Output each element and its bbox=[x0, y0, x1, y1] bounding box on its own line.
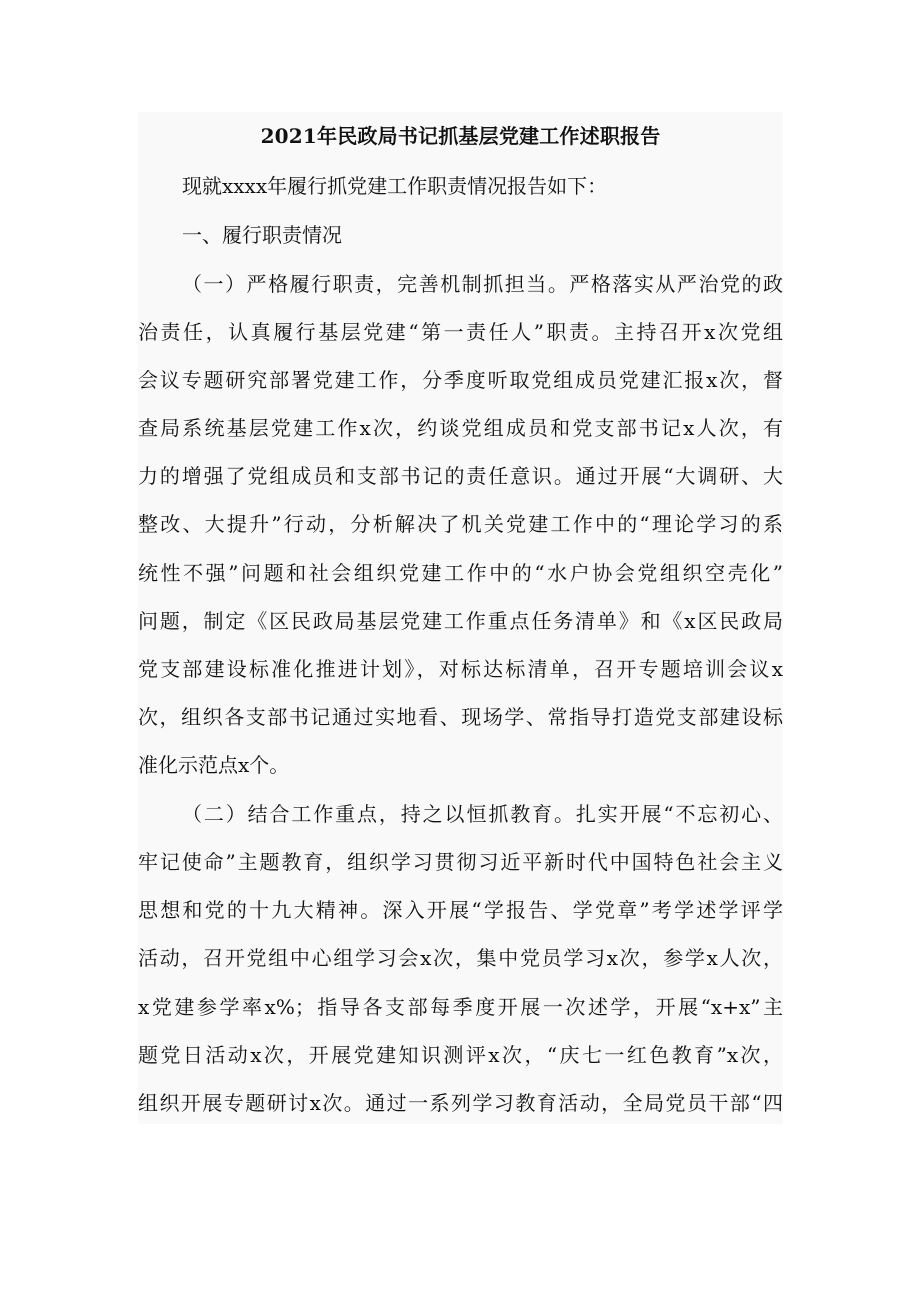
paragraph-1-line: 力的增强了党组成员和支部书记的责任意识。通过开展“大调研、大 bbox=[138, 464, 783, 488]
paragraph-1-line: 查局系统基层党建工作x次，约谈党组成员和党支部书记x人次，有 bbox=[138, 416, 783, 440]
paragraph-2-line: 牢记使命”主题教育，组织学习贯彻习近平新时代中国特色社会主义 bbox=[138, 850, 783, 874]
document-title: 2021年民政局书记抓基层党建工作述职报告 bbox=[260, 124, 661, 148]
paragraph-1-line: 统性不强”问题和社会组织党建工作中的“水户协会党组织空壳化” bbox=[138, 561, 783, 585]
section-heading: 一、履行职责情况 bbox=[182, 223, 342, 247]
intro-line: 现就xxxx年履行抓党建工作职责情况报告如下： bbox=[182, 174, 608, 198]
paragraph-1-line: 党支部建设标准化推进计划》，对标达标清单，召开专题培训会议x bbox=[138, 657, 783, 681]
paragraph-1-line: （一）严格履行职责，完善机制抓担当。严格落实从严治党的政 bbox=[182, 272, 783, 296]
paragraph-1-line: 会议专题研究部署党建工作，分季度听取党组成员党建汇报x次，督 bbox=[138, 368, 783, 392]
paragraph-1-line: 整改、大提升”行动，分析解决了机关党建工作中的“理论学习的系 bbox=[138, 512, 783, 536]
paragraph-2-line: 思想和党的十九大精神。深入开展“学报告、学党章”考学述学评学 bbox=[138, 898, 783, 922]
paragraph-1-line: 问题，制定《区民政局基层党建工作重点任务清单》和《x区民政局 bbox=[138, 609, 783, 633]
paragraph-1-line: 准化示范点x个。 bbox=[138, 753, 290, 777]
paragraph-1-line: 次，组织各支部书记通过实地看、现场学、常指导打造党支部建设标 bbox=[138, 705, 783, 729]
paragraph-2-line: x党建参学率x%；指导各支部每季度开展一次述学，开展“x+x”主 bbox=[138, 995, 783, 1019]
paragraph-2-line: 题党日活动x次，开展党建知识测评x次，“庆七一红色教育”x次， bbox=[138, 1043, 783, 1067]
paragraph-2-line: 活动，召开党组中心组学习会x次，集中党员学习x次，参学x人次， bbox=[138, 946, 783, 970]
paragraph-2-line: （二）结合工作重点，持之以恒抓教育。扎实开展“不忘初心、 bbox=[182, 802, 783, 826]
paragraph-1-line: 治责任，认真履行基层党建“第一责任人”职责。主持召开x次党组 bbox=[138, 320, 783, 344]
paragraph-2-line: 组织开展专题研讨x次。通过一系列学习教育活动，全局党员干部“四 bbox=[138, 1091, 783, 1115]
